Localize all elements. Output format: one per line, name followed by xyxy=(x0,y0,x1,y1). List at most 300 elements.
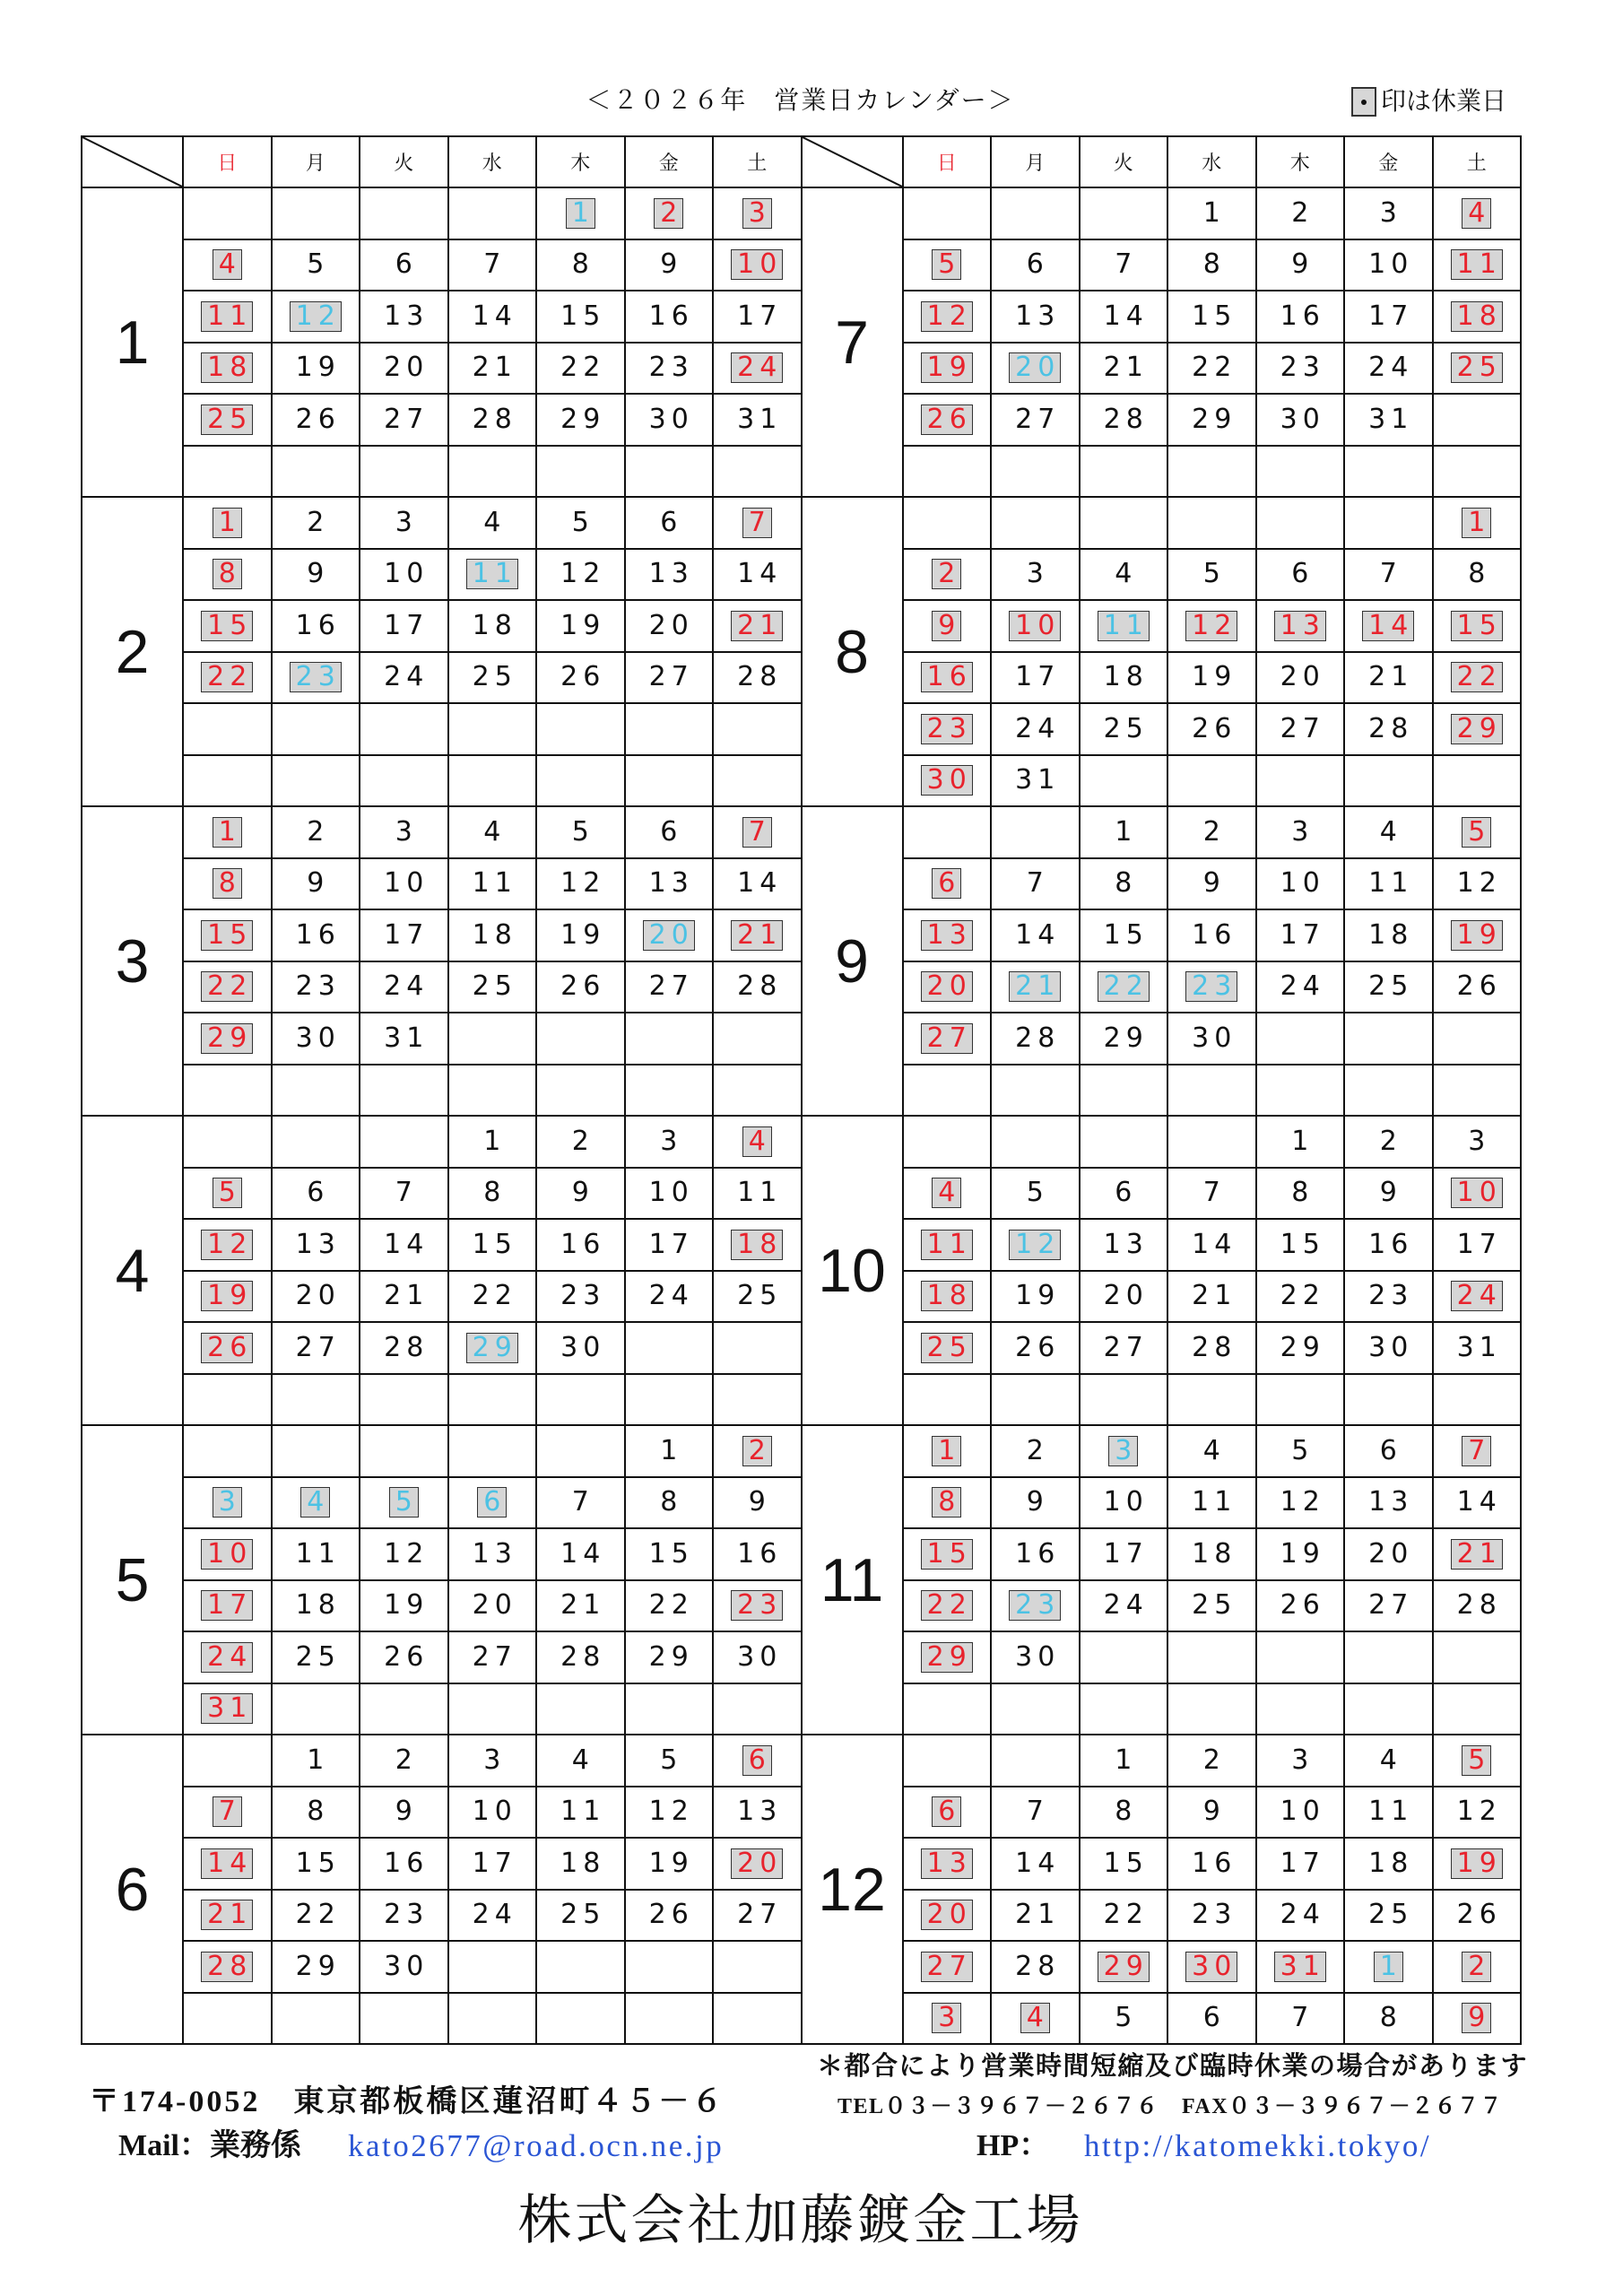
day-cell xyxy=(903,1993,992,2045)
day-cell xyxy=(1344,755,1433,807)
day-cell xyxy=(183,1993,272,2045)
day-cell xyxy=(1344,239,1433,291)
day-cell xyxy=(991,187,1080,239)
day-cell xyxy=(536,1168,625,1220)
day-number: 29 xyxy=(648,1640,694,1673)
day-number: 10 xyxy=(384,867,430,900)
day-cell xyxy=(183,1631,272,1683)
day-number: 10 xyxy=(1368,248,1414,281)
day-cell xyxy=(1080,1528,1168,1580)
day-cell xyxy=(1433,1580,1522,1632)
day-number: 19 xyxy=(295,352,341,384)
day-cell xyxy=(713,1322,802,1374)
closed-day-number: 11 xyxy=(921,1230,973,1260)
day-cell xyxy=(625,652,714,704)
day-number: 25 xyxy=(1368,970,1414,1003)
day-cell xyxy=(1433,909,1522,961)
day-cell xyxy=(448,549,537,601)
day-number: 17 xyxy=(1103,1537,1149,1570)
day-cell xyxy=(1433,1993,1522,2045)
day-cell xyxy=(272,1838,360,1890)
day-number: 11 xyxy=(560,1796,606,1828)
day-cell xyxy=(1167,1425,1256,1477)
day-cell xyxy=(448,1477,537,1529)
day-number: 30 xyxy=(648,403,694,435)
day-number: 27 xyxy=(384,403,430,435)
day-cell xyxy=(713,1683,802,1735)
day-cell xyxy=(991,600,1080,652)
day-cell xyxy=(991,239,1080,291)
closed-day-number: 24 xyxy=(201,1642,253,1673)
closed-day-number: 23 xyxy=(290,662,342,692)
day-number: 27 xyxy=(472,1640,517,1673)
day-number: 21 xyxy=(1015,1899,1061,1931)
day-number: 7 xyxy=(395,1177,418,1209)
day-number: 30 xyxy=(560,1331,606,1363)
day-cell xyxy=(991,1116,1080,1168)
day-cell xyxy=(183,1116,272,1168)
day-cell xyxy=(448,1890,537,1942)
closed-day-number: 12 xyxy=(921,301,973,332)
closed-day-number: 3 xyxy=(1108,1436,1138,1466)
closed-day-number: 6 xyxy=(932,1796,961,1827)
day-number: 30 xyxy=(295,1022,341,1054)
day-cell xyxy=(1433,1890,1522,1942)
day-cell xyxy=(360,1425,448,1477)
day-cell xyxy=(448,1168,537,1220)
day-number: 8 xyxy=(483,1177,507,1209)
business-day-calendar xyxy=(81,135,1522,2045)
day-cell xyxy=(1256,1631,1345,1683)
closed-day-legend-swatch xyxy=(1351,87,1376,117)
day-number: 22 xyxy=(295,1899,341,1931)
day-cell xyxy=(1080,1065,1168,1117)
day-cell xyxy=(448,239,537,291)
day-number: 4 xyxy=(1202,1434,1226,1466)
day-cell xyxy=(272,1631,360,1683)
day-number: 5 xyxy=(571,506,595,538)
day-cell xyxy=(625,1013,714,1065)
homepage-link[interactable]: http://katomekki.tokyo/ xyxy=(1084,2128,1432,2163)
day-cell xyxy=(991,497,1080,549)
day-number: 13 xyxy=(472,1537,517,1570)
closed-day-number: 16 xyxy=(921,662,973,692)
day-cell xyxy=(903,652,992,704)
day-cell xyxy=(713,1374,802,1426)
day-cell xyxy=(625,703,714,755)
day-cell xyxy=(1433,755,1522,807)
day-cell xyxy=(1433,1838,1522,1890)
closed-day-number: 4 xyxy=(1462,198,1491,229)
day-cell xyxy=(536,1890,625,1942)
day-cell xyxy=(1080,1683,1168,1735)
month-label: 12 xyxy=(818,1855,886,1924)
day-number: 6 xyxy=(1026,248,1049,281)
day-number: 2 xyxy=(395,1744,418,1776)
day-cell xyxy=(1167,343,1256,395)
closed-day-number: 4 xyxy=(742,1126,772,1157)
day-cell xyxy=(272,806,360,858)
day-number: 19 xyxy=(384,1589,430,1622)
day-number: 15 xyxy=(295,1847,341,1879)
day-cell xyxy=(1344,1322,1433,1374)
closed-day-number: 2 xyxy=(742,1436,772,1466)
day-cell xyxy=(272,1219,360,1271)
day-cell xyxy=(360,1065,448,1117)
closed-day-number: 10 xyxy=(201,1539,253,1570)
day-number: 17 xyxy=(1456,1228,1502,1260)
day-number: 29 xyxy=(295,1950,341,1982)
closed-day-number: 29 xyxy=(1451,714,1503,744)
day-number: 20 xyxy=(1368,1537,1414,1570)
day-cell xyxy=(1167,1322,1256,1374)
day-cell xyxy=(536,652,625,704)
day-cell xyxy=(536,1941,625,1993)
day-cell xyxy=(625,1787,714,1839)
day-cell xyxy=(1344,1787,1433,1839)
day-cell xyxy=(1433,858,1522,910)
day-cell xyxy=(536,1271,625,1323)
day-number: 26 xyxy=(560,970,606,1003)
closed-day-number: 23 xyxy=(921,714,973,744)
closed-day-number: 18 xyxy=(201,352,253,383)
day-number: 31 xyxy=(1368,403,1414,435)
day-cell xyxy=(360,446,448,498)
month-label-cell xyxy=(802,1116,903,1425)
day-number: 22 xyxy=(1192,352,1237,384)
day-cell xyxy=(448,1941,537,1993)
month-label-cell xyxy=(802,1425,903,1735)
closed-day-number: 23 xyxy=(1009,1590,1061,1621)
day-number: 26 xyxy=(1280,1589,1325,1622)
day-cell xyxy=(272,187,360,239)
day-number: 4 xyxy=(483,506,507,538)
day-cell xyxy=(360,1013,448,1065)
day-cell xyxy=(625,1838,714,1890)
day-number: 8 xyxy=(307,1796,330,1828)
day-cell xyxy=(1344,1271,1433,1323)
day-cell xyxy=(536,291,625,343)
month-label: 9 xyxy=(835,926,869,996)
day-cell xyxy=(1167,239,1256,291)
corner-diagonal-cell xyxy=(802,136,903,187)
day-cell xyxy=(903,909,992,961)
day-cell xyxy=(183,239,272,291)
day-cell xyxy=(1080,1735,1168,1787)
day-cell xyxy=(1344,291,1433,343)
day-number: 10 xyxy=(1103,1486,1149,1518)
day-number: 8 xyxy=(1379,2002,1402,2034)
day-cell xyxy=(1344,497,1433,549)
day-cell xyxy=(360,1528,448,1580)
day-number: 14 xyxy=(1015,1847,1061,1879)
day-number: 10 xyxy=(384,558,430,590)
day-cell xyxy=(1256,497,1345,549)
day-number: 25 xyxy=(1368,1899,1414,1931)
day-number: 7 xyxy=(1026,867,1049,900)
day-cell xyxy=(448,291,537,343)
day-cell xyxy=(1167,1890,1256,1942)
day-cell xyxy=(1433,549,1522,601)
day-cell xyxy=(713,1065,802,1117)
day-cell xyxy=(183,652,272,704)
day-number: 9 xyxy=(307,558,330,590)
day-number: 24 xyxy=(384,661,430,693)
day-number: 1 xyxy=(1291,1125,1315,1157)
day-cell xyxy=(1344,1425,1433,1477)
closed-day-number: 25 xyxy=(201,404,253,435)
day-cell xyxy=(713,1838,802,1890)
closed-day-number: 20 xyxy=(921,971,973,1002)
day-number: 5 xyxy=(307,248,330,281)
day-cell xyxy=(625,1735,714,1787)
day-cell xyxy=(1256,909,1345,961)
day-cell xyxy=(1167,497,1256,549)
day-number: 4 xyxy=(1379,1744,1402,1776)
day-number: 19 xyxy=(560,609,606,641)
month-label-cell xyxy=(802,187,903,497)
closed-day-number: 22 xyxy=(201,662,253,692)
day-cell xyxy=(536,1425,625,1477)
closed-day-number: 18 xyxy=(731,1230,783,1260)
day-cell xyxy=(360,1477,448,1529)
month-label-cell xyxy=(82,1735,183,2044)
day-cell xyxy=(1344,652,1433,704)
day-cell xyxy=(1344,187,1433,239)
day-number: 11 xyxy=(737,1177,783,1209)
day-number: 6 xyxy=(1291,558,1315,590)
day-cell xyxy=(903,1116,992,1168)
weekday-fri: 金 xyxy=(625,136,714,187)
day-cell xyxy=(1256,1683,1345,1735)
day-number: 3 xyxy=(1379,196,1402,229)
day-number: 2 xyxy=(307,815,330,848)
day-number: 5 xyxy=(1291,1434,1315,1466)
day-cell xyxy=(713,600,802,652)
day-number: 27 xyxy=(737,1899,783,1931)
day-cell xyxy=(903,1683,992,1735)
day-cell xyxy=(713,806,802,858)
closed-day-number: 25 xyxy=(1451,352,1503,383)
week-row xyxy=(82,1425,1521,1477)
day-number: 16 xyxy=(295,918,341,951)
day-number: 28 xyxy=(560,1640,606,1673)
day-cell xyxy=(183,1219,272,1271)
day-cell xyxy=(1344,1168,1433,1220)
day-number: 3 xyxy=(395,506,418,538)
day-cell xyxy=(448,858,537,910)
day-number: 7 xyxy=(1026,1796,1049,1828)
day-number: 22 xyxy=(648,1589,694,1622)
day-number: 14 xyxy=(737,867,783,900)
day-cell xyxy=(448,961,537,1013)
day-cell xyxy=(1256,1374,1345,1426)
day-number: 27 xyxy=(648,970,694,1003)
day-number: 9 xyxy=(748,1486,771,1518)
day-number: 23 xyxy=(384,1899,430,1931)
day-cell xyxy=(183,1580,272,1632)
day-cell xyxy=(1080,1890,1168,1942)
day-cell xyxy=(1344,1065,1433,1117)
day-cell xyxy=(625,600,714,652)
day-number: 16 xyxy=(1368,1228,1414,1260)
day-cell xyxy=(1080,600,1168,652)
day-cell xyxy=(991,446,1080,498)
day-cell xyxy=(1256,394,1345,446)
closed-day-number: 20 xyxy=(643,920,695,951)
day-cell xyxy=(183,1271,272,1323)
day-number: 15 xyxy=(1103,1847,1149,1879)
day-cell xyxy=(625,394,714,446)
day-cell xyxy=(991,1219,1080,1271)
day-cell xyxy=(1167,291,1256,343)
weekday-wed: 水 xyxy=(448,136,537,187)
closed-day-number: 25 xyxy=(921,1333,973,1363)
day-cell xyxy=(183,1065,272,1117)
day-cell xyxy=(1344,806,1433,858)
day-cell xyxy=(448,1271,537,1323)
day-number: 16 xyxy=(384,1847,430,1879)
day-cell xyxy=(713,1528,802,1580)
day-cell xyxy=(903,1890,992,1942)
day-cell xyxy=(1080,1993,1168,2045)
day-number: 14 xyxy=(472,300,517,332)
day-cell xyxy=(448,1065,537,1117)
day-cell xyxy=(272,1787,360,1839)
day-number: 17 xyxy=(648,1228,694,1260)
day-number: 29 xyxy=(560,403,606,435)
weekday-sun: 日 xyxy=(183,136,272,187)
day-number: 20 xyxy=(384,352,430,384)
day-cell xyxy=(183,1890,272,1942)
day-cell xyxy=(1167,187,1256,239)
dot-icon xyxy=(1361,100,1367,105)
closed-day-number: 22 xyxy=(1098,971,1150,1002)
day-cell xyxy=(1433,703,1522,755)
day-number: 26 xyxy=(1456,1899,1502,1931)
closed-day-number: 4 xyxy=(300,1487,330,1518)
day-cell xyxy=(625,1065,714,1117)
day-cell xyxy=(1344,703,1433,755)
day-cell xyxy=(1167,1477,1256,1529)
day-cell xyxy=(991,291,1080,343)
day-number: 1 xyxy=(1202,196,1226,229)
day-cell xyxy=(991,1065,1080,1117)
month-label: 10 xyxy=(818,1236,886,1305)
day-number: 3 xyxy=(395,815,418,848)
closed-day-number: 3 xyxy=(742,198,772,229)
day-number: 28 xyxy=(1015,1022,1061,1054)
day-number: 5 xyxy=(660,1744,683,1776)
day-cell xyxy=(1433,1528,1522,1580)
day-number: 30 xyxy=(1192,1022,1237,1054)
day-cell xyxy=(183,1941,272,1993)
day-number: 13 xyxy=(737,1796,783,1828)
day-cell xyxy=(448,343,537,395)
closed-day-number: 4 xyxy=(932,1178,961,1208)
day-cell xyxy=(903,1735,992,1787)
day-cell xyxy=(1256,1941,1345,1993)
closed-day-number: 12 xyxy=(1185,611,1237,641)
day-cell xyxy=(448,806,537,858)
day-cell xyxy=(183,703,272,755)
day-cell xyxy=(713,497,802,549)
day-number: 29 xyxy=(1192,403,1237,435)
day-cell xyxy=(183,1322,272,1374)
closed-day-number: 27 xyxy=(921,1952,973,1982)
day-number: 9 xyxy=(1379,1177,1402,1209)
day-number: 8 xyxy=(1115,867,1138,900)
weekday-wed: 水 xyxy=(1167,136,1256,187)
day-cell xyxy=(1433,1065,1522,1117)
closed-day-number: 20 xyxy=(921,1900,973,1930)
day-number: 23 xyxy=(295,970,341,1003)
day-cell xyxy=(536,1683,625,1735)
day-cell xyxy=(272,1941,360,1993)
day-cell xyxy=(1256,1168,1345,1220)
day-number: 8 xyxy=(1468,558,1491,590)
day-cell xyxy=(1256,1322,1345,1374)
day-cell xyxy=(183,961,272,1013)
day-cell xyxy=(713,1580,802,1632)
day-number: 14 xyxy=(1456,1486,1502,1518)
day-cell xyxy=(1167,652,1256,704)
day-cell xyxy=(1167,1168,1256,1220)
day-number: 6 xyxy=(660,815,683,848)
day-number: 5 xyxy=(571,815,595,848)
day-cell xyxy=(1080,755,1168,807)
closed-day-number: 2 xyxy=(654,198,683,229)
day-cell xyxy=(903,446,992,498)
day-number: 15 xyxy=(1192,300,1237,332)
day-number: 5 xyxy=(1115,2002,1138,2034)
month-label: 2 xyxy=(115,617,150,686)
day-cell xyxy=(713,1941,802,1993)
day-cell xyxy=(536,1219,625,1271)
day-number: 6 xyxy=(1379,1434,1402,1466)
day-cell xyxy=(1256,1425,1345,1477)
day-number: 25 xyxy=(737,1280,783,1312)
day-cell xyxy=(713,1993,802,2045)
day-number: 24 xyxy=(1368,352,1414,384)
closed-day-number: 24 xyxy=(1451,1281,1503,1311)
day-number: 3 xyxy=(1291,815,1315,848)
day-cell xyxy=(448,652,537,704)
day-cell xyxy=(991,1787,1080,1839)
day-cell xyxy=(713,1271,802,1323)
day-number: 24 xyxy=(1280,970,1325,1003)
closed-day-number: 12 xyxy=(1009,1230,1061,1260)
day-cell xyxy=(1080,1168,1168,1220)
day-number: 14 xyxy=(737,558,783,590)
day-cell xyxy=(536,909,625,961)
day-cell xyxy=(1080,858,1168,910)
day-cell xyxy=(183,1425,272,1477)
closed-day-number: 1 xyxy=(566,198,595,229)
closed-day-number: 15 xyxy=(1451,611,1503,641)
month-label-cell xyxy=(802,497,903,806)
day-cell xyxy=(1344,1528,1433,1580)
day-number: 18 xyxy=(472,609,517,641)
weekday-tue: 火 xyxy=(360,136,448,187)
day-number: 28 xyxy=(1015,1950,1061,1982)
day-cell xyxy=(360,1322,448,1374)
weekday-sun: 日 xyxy=(903,136,992,187)
day-cell xyxy=(272,1890,360,1942)
day-number: 24 xyxy=(472,1899,517,1931)
email-link[interactable]: kato2677@road.ocn.ne.jp xyxy=(348,2128,725,2163)
day-cell xyxy=(625,755,714,807)
